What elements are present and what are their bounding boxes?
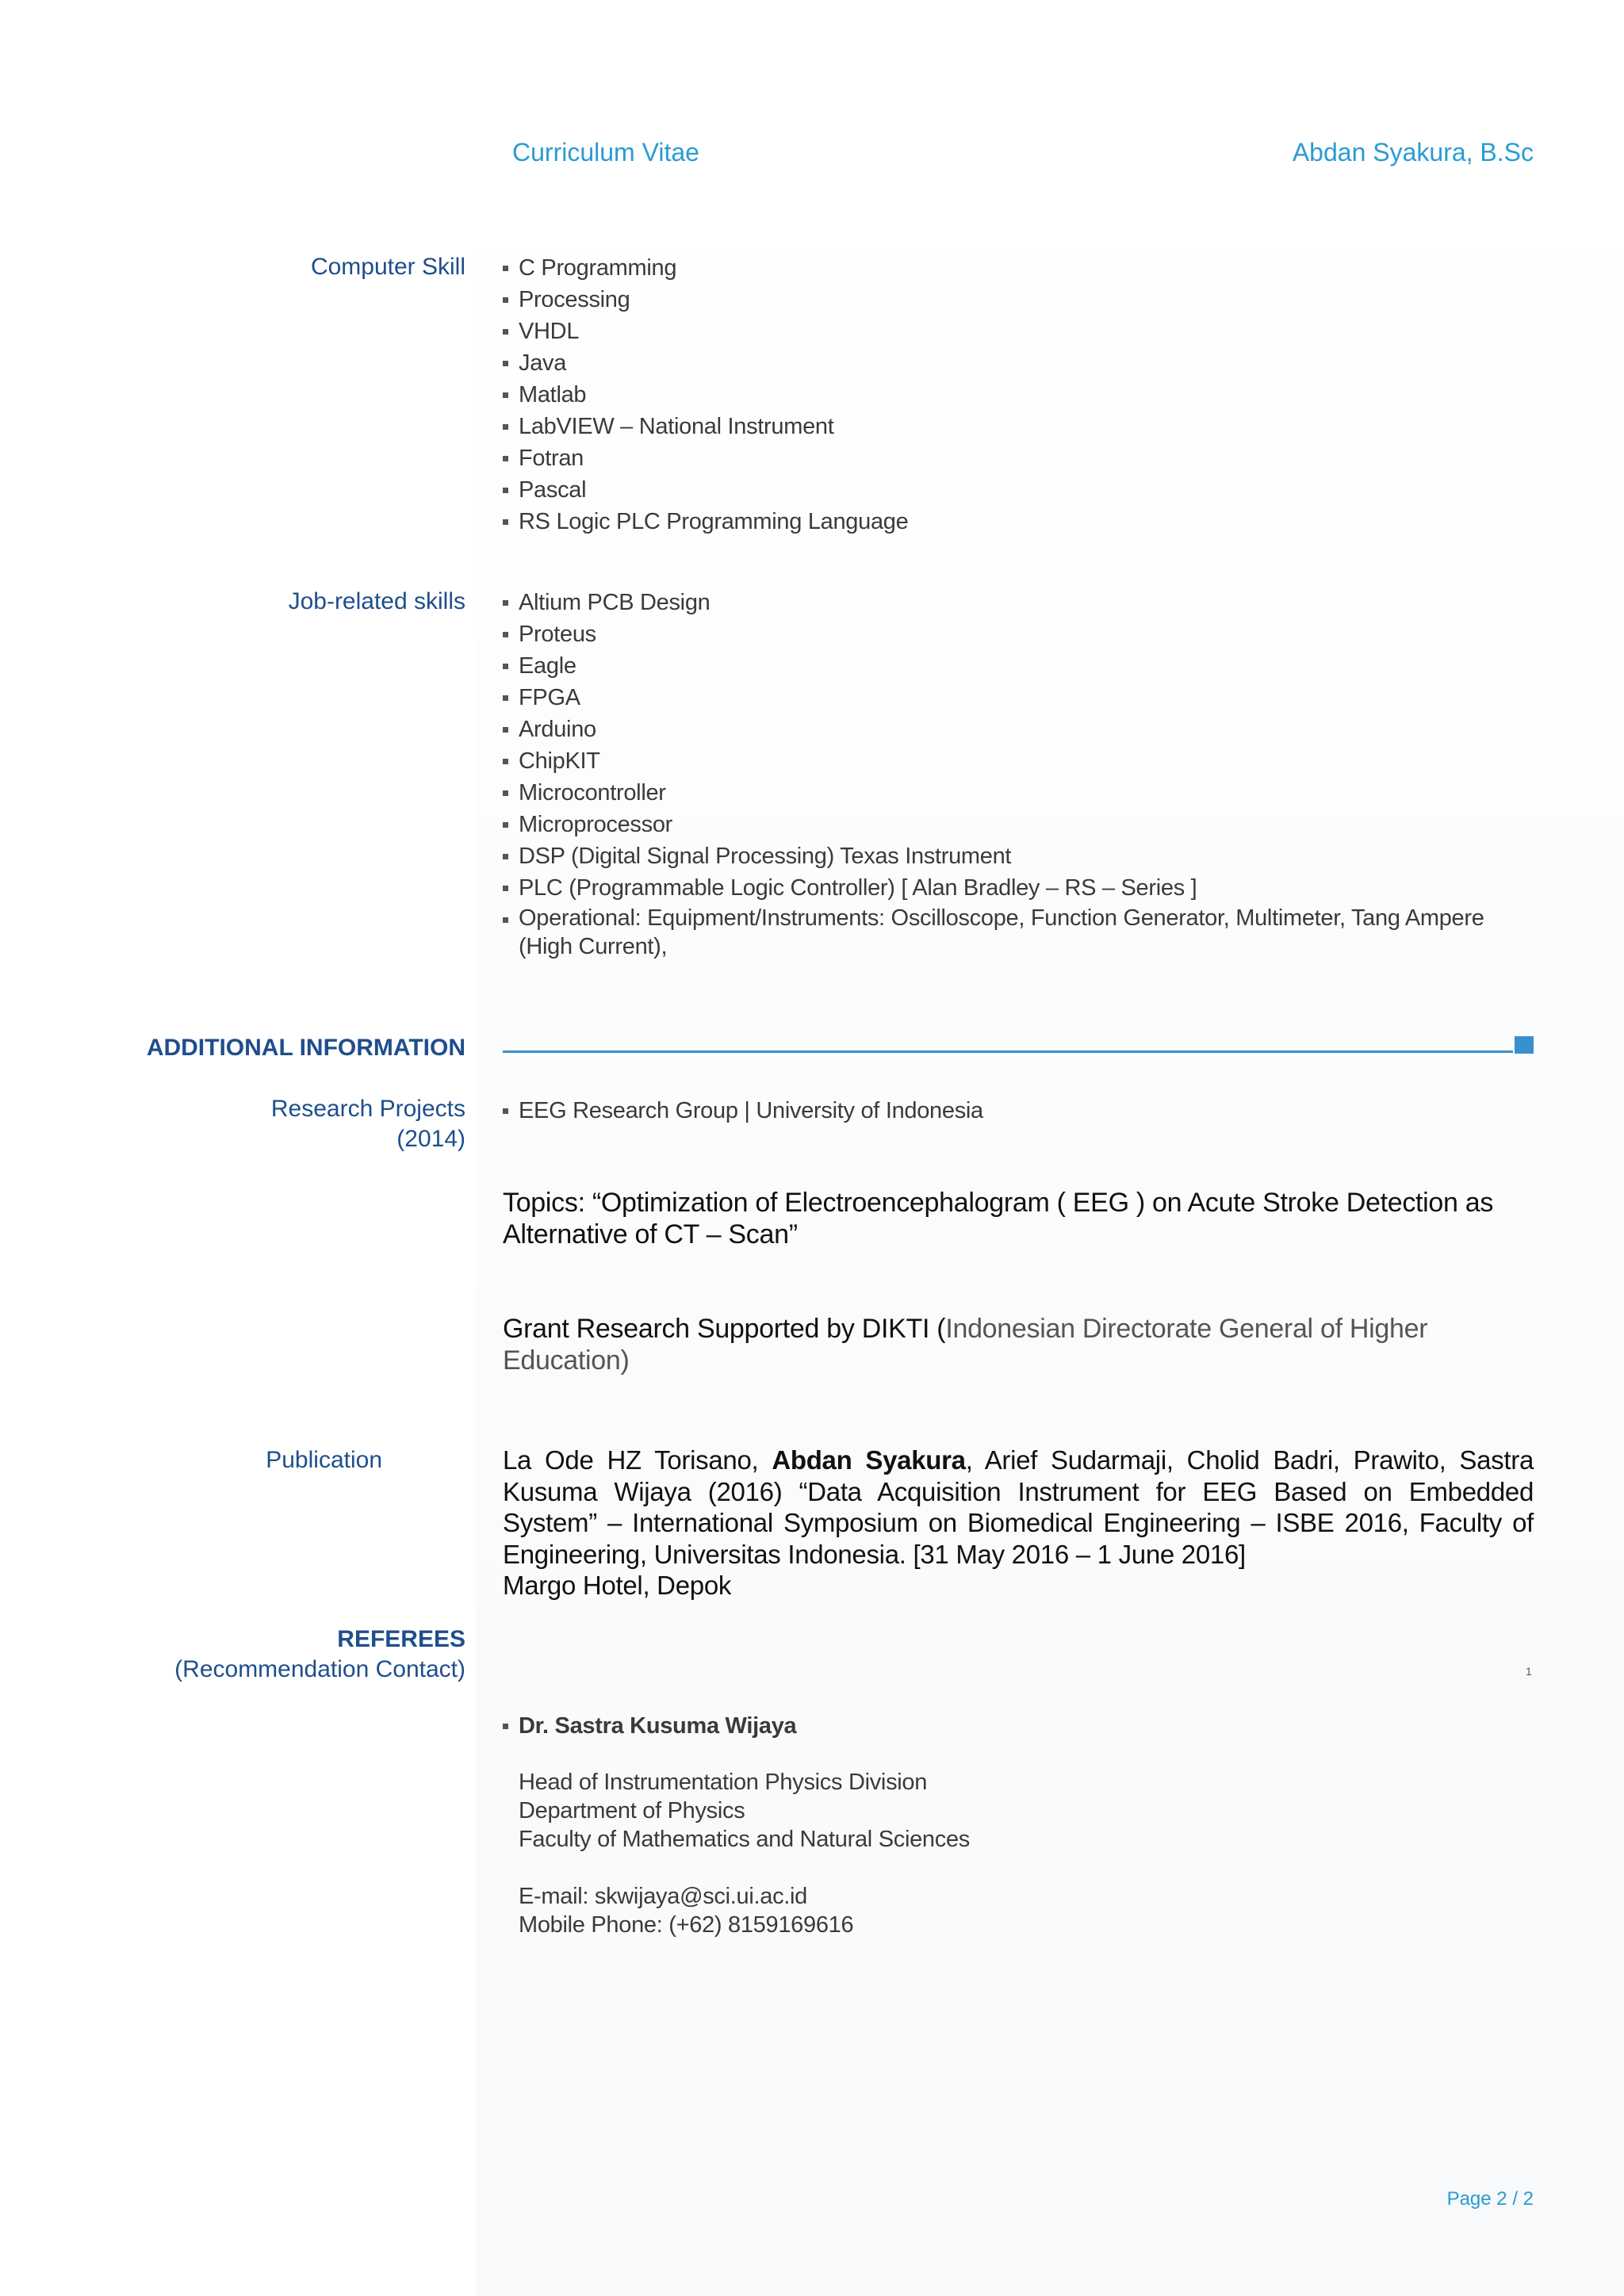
publication-authors-before: La Ode HZ Torisano, xyxy=(503,1445,772,1475)
referee-position: Head of Instrumentation Physics Division xyxy=(519,1770,928,1795)
list-item: RS Logic PLC Programming Language xyxy=(501,506,1532,538)
publication-highlight-author: Abdan Syakura xyxy=(772,1445,966,1475)
publication-entry xyxy=(503,1445,1534,1570)
list-item: Microcontroller xyxy=(501,777,1516,809)
referee-department: Department of Physics xyxy=(519,1798,745,1823)
job-skills-label: Job-related skills xyxy=(288,588,465,614)
list-item: Eagle xyxy=(501,650,1516,682)
research-topics: Topics: “Optimization of Electroencephalogram ( EEG ) on Acute Stroke Detection as Alternative of CT – Scan” xyxy=(503,1188,1494,1249)
list-item: VHDL xyxy=(501,316,1532,347)
list-item: PLC (Programmable Logic Controller) [ Alan Bradley – RS – Series ] xyxy=(501,872,1516,904)
list-item: Arduino xyxy=(501,714,1516,745)
referee-details xyxy=(519,1768,970,1939)
list-item: LabVIEW – National Instrument xyxy=(501,411,1532,442)
additional-info-heading: ADDITIONAL INFORMATION xyxy=(146,1035,465,1061)
grant-inner: Indonesian Directorate General of Higher xyxy=(945,1314,1428,1344)
spacer xyxy=(519,1854,970,1882)
computer-skill-label: Computer Skill xyxy=(310,254,465,280)
list-item: Matlab xyxy=(501,379,1532,411)
research-label-line1: Research Projects xyxy=(270,1096,465,1122)
footnote-mark: 1 xyxy=(1526,1665,1532,1678)
list-item: Proteus xyxy=(501,618,1516,650)
list-item: Processing xyxy=(501,284,1532,316)
publication-details: , Arief Sudarmaji, Cholid Badri, Prawito, Sastra Kusuma Wijaya (2016) “Data Acquisition Instrument for EEG Based on Embedded System” – International Symposium on Biomedical Engineering – ISBE 2016, Faculty of Engineering, Universitas Indonesia. [31 May 2016 – 1 June 2016] xyxy=(503,1445,1534,1569)
referees-label xyxy=(174,1624,465,1685)
referees-subheading: (Recommendation Contact) xyxy=(174,1656,465,1682)
referee-faculty: Faculty of Mathematics and Natural Sciences xyxy=(519,1827,970,1852)
section-divider xyxy=(503,1050,1513,1053)
computer-skill-list xyxy=(501,252,1532,538)
grant-suffix: Education) xyxy=(503,1345,630,1376)
list-item: Operational: Equipment/Instruments: Oscilloscope, Function Generator, Multimeter, Tang Ampere (High Current), xyxy=(501,904,1516,961)
list-item: Microprocessor xyxy=(501,809,1516,840)
referee-name: Dr. Sastra Kusuma Wijaya xyxy=(501,1710,1532,1742)
research-list xyxy=(501,1095,1532,1127)
grant-prefix: Grant Research Supported by DIKTI ( xyxy=(503,1314,946,1344)
publication-venue: Margo Hotel, Depok xyxy=(503,1571,732,1600)
list-item: C Programming xyxy=(501,252,1532,284)
header-name: Abdan Syakura, B.Sc xyxy=(1292,138,1534,166)
divider-square xyxy=(1515,1036,1534,1054)
list-item: Altium PCB Design xyxy=(501,587,1516,618)
referees-heading: REFEREES xyxy=(337,1626,465,1652)
grant-statement xyxy=(503,1313,1534,1376)
job-skills-list xyxy=(501,587,1516,961)
referee-email: E-mail: skwijaya@sci.ui.ac.id xyxy=(519,1884,807,1909)
list-item: DSP (Digital Signal Processing) Texas Instrument xyxy=(501,840,1516,872)
list-item: EEG Research Group | University of Indonesia xyxy=(501,1095,1532,1127)
publication-label: Publication xyxy=(266,1447,382,1473)
list-item: ChipKIT xyxy=(501,745,1516,777)
research-label-year: (2014) xyxy=(396,1126,465,1152)
research-projects-label xyxy=(271,1094,465,1154)
list-item: Fotran xyxy=(501,442,1532,474)
list-item: Pascal xyxy=(501,474,1532,506)
referee-list xyxy=(501,1710,1532,1742)
document-title: Curriculum Vitae xyxy=(512,138,699,166)
list-item: Java xyxy=(501,347,1532,379)
list-item: FPGA xyxy=(501,682,1516,714)
referee-phone: Mobile Phone: (+62) 8159169616 xyxy=(519,1912,854,1938)
page-number: Page 2 / 2 xyxy=(1446,2188,1534,2210)
